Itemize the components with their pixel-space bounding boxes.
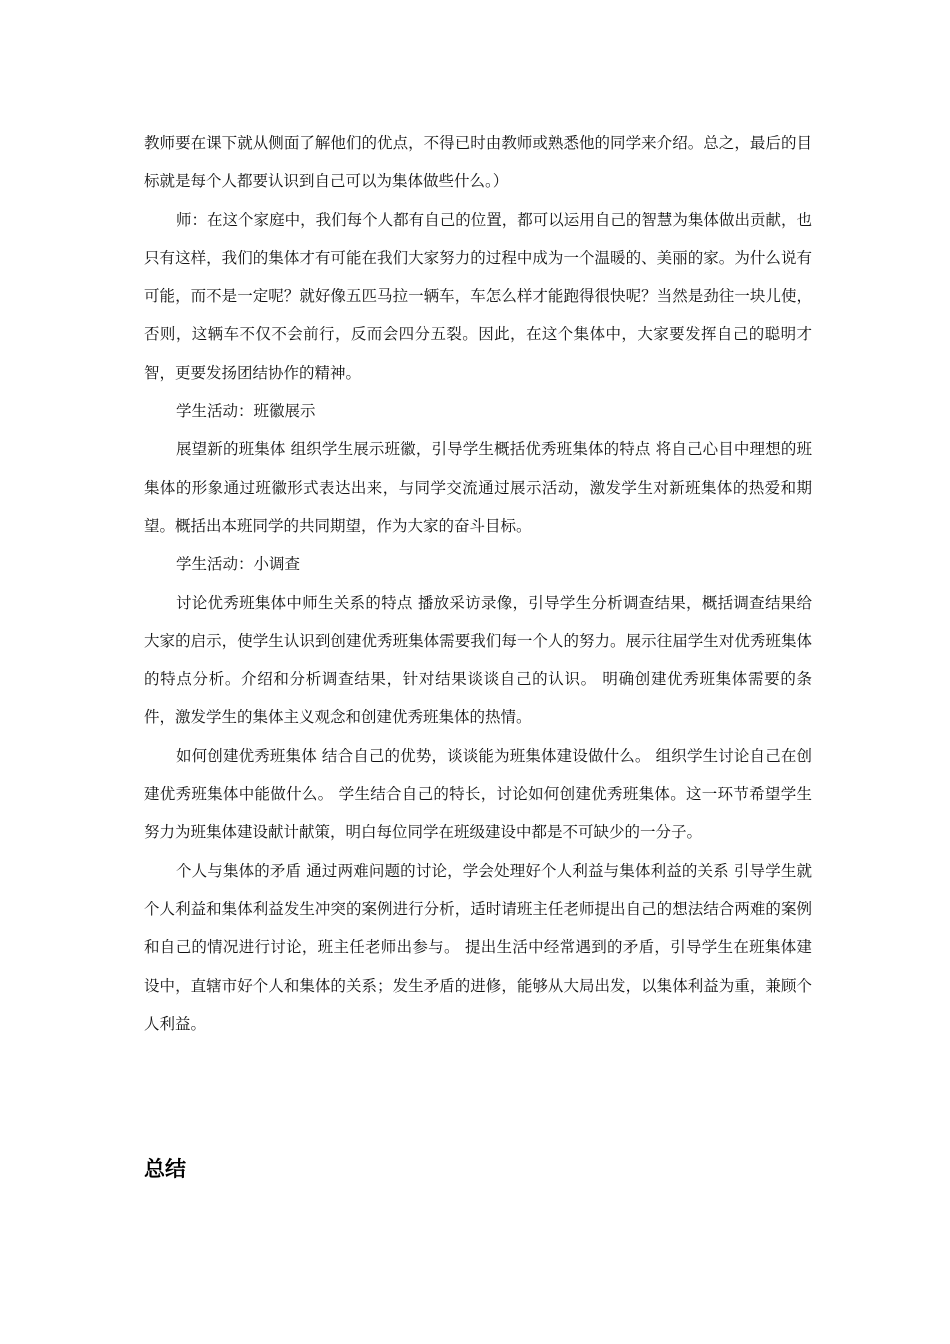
activity-label-survey: 学生活动：小调查 bbox=[176, 555, 301, 574]
section-heading-summary: 总结 bbox=[144, 1157, 186, 1181]
document-body bbox=[144, 124, 812, 1043]
paragraph-survey-discussion: 讨论优秀班集体中师生关系的特点 播放采访录像，引导学生分析调查结果，概括调查结果给大家的启示，使学生认识到创建优秀班集体需要我们每一个人的努力。展示往届学生对优秀班集体的特点分析。介绍和分析调查结果，针对结果谈谈自己的认识。 明确创建优秀班集体需要的条件，激发学生的集体主义观念和创建优秀班集体的热情。 bbox=[144, 593, 812, 727]
paragraph-continued: 教师要在课下就从侧面了解他们的优点，不得已时由教师或熟悉他的同学来介绍。总之，最后的目标就是每个人都要认识到自己可以为集体做些什么。） bbox=[144, 134, 812, 191]
paragraph-individual-collective: 个人与集体的矛盾 通过两难问题的讨论，学会处理好个人利益与集体利益的关系 引导学生就个人利益和集体利益发生冲突的案例进行分析，适时请班主任老师提出自己的想法结合两难的案例和自己的情况进行讨论，班主任老师出参与。 提出生活中经常遇到的矛盾，引导学生在班集体建设中，直辖市好个人和集体的关系；发生矛盾的进修，能够从大局出发，以集体利益为重，兼顾个人利益。 bbox=[144, 861, 812, 1033]
paragraph-create-class: 如何创建优秀班集体 结合自己的优势，谈谈能为班集体建设做什么。 组织学生讨论自己在创建优秀班集体中能做什么。 学生结合自己的特长，讨论如何创建优秀班集体。这一环节希望学生努力为班集体建设献计献策，明白每位同学在班级建设中都是不可缺少的一分子。 bbox=[144, 746, 812, 842]
paragraph-emblem-showcase: 展望新的班集体 组织学生展示班徽，引导学生概括优秀班集体的特点 将自己心目中理想的班集体的形象通过班徽形式表达出来，与同学交流通过展示活动，激发学生对新班集体的热爱和期望。概括出本班同学的共同期望，作为大家的奋斗目标。 bbox=[144, 440, 812, 535]
paragraph-teacher-speech: 师：在这个家庭中，我们每个人都有自己的位置，都可以运用自己的智慧为集体做出贡献，也只有这样，我们的集体才有可能在我们大家努力的过程中成为一个温暖的、美丽的家。为什么说有可能，而不是一定呢？就好像五匹马拉一辆车，车怎么样才能跑得很快呢？当然是劲往一块儿使，否则，这辆车不仅不会前行，反而会四分五裂。因此，在这个集体中，大家要发挥自己的聪明才智，更要发扬团结协作的精神。 bbox=[144, 210, 812, 382]
activity-label-emblem: 学生活动：班徽展示 bbox=[176, 402, 316, 421]
